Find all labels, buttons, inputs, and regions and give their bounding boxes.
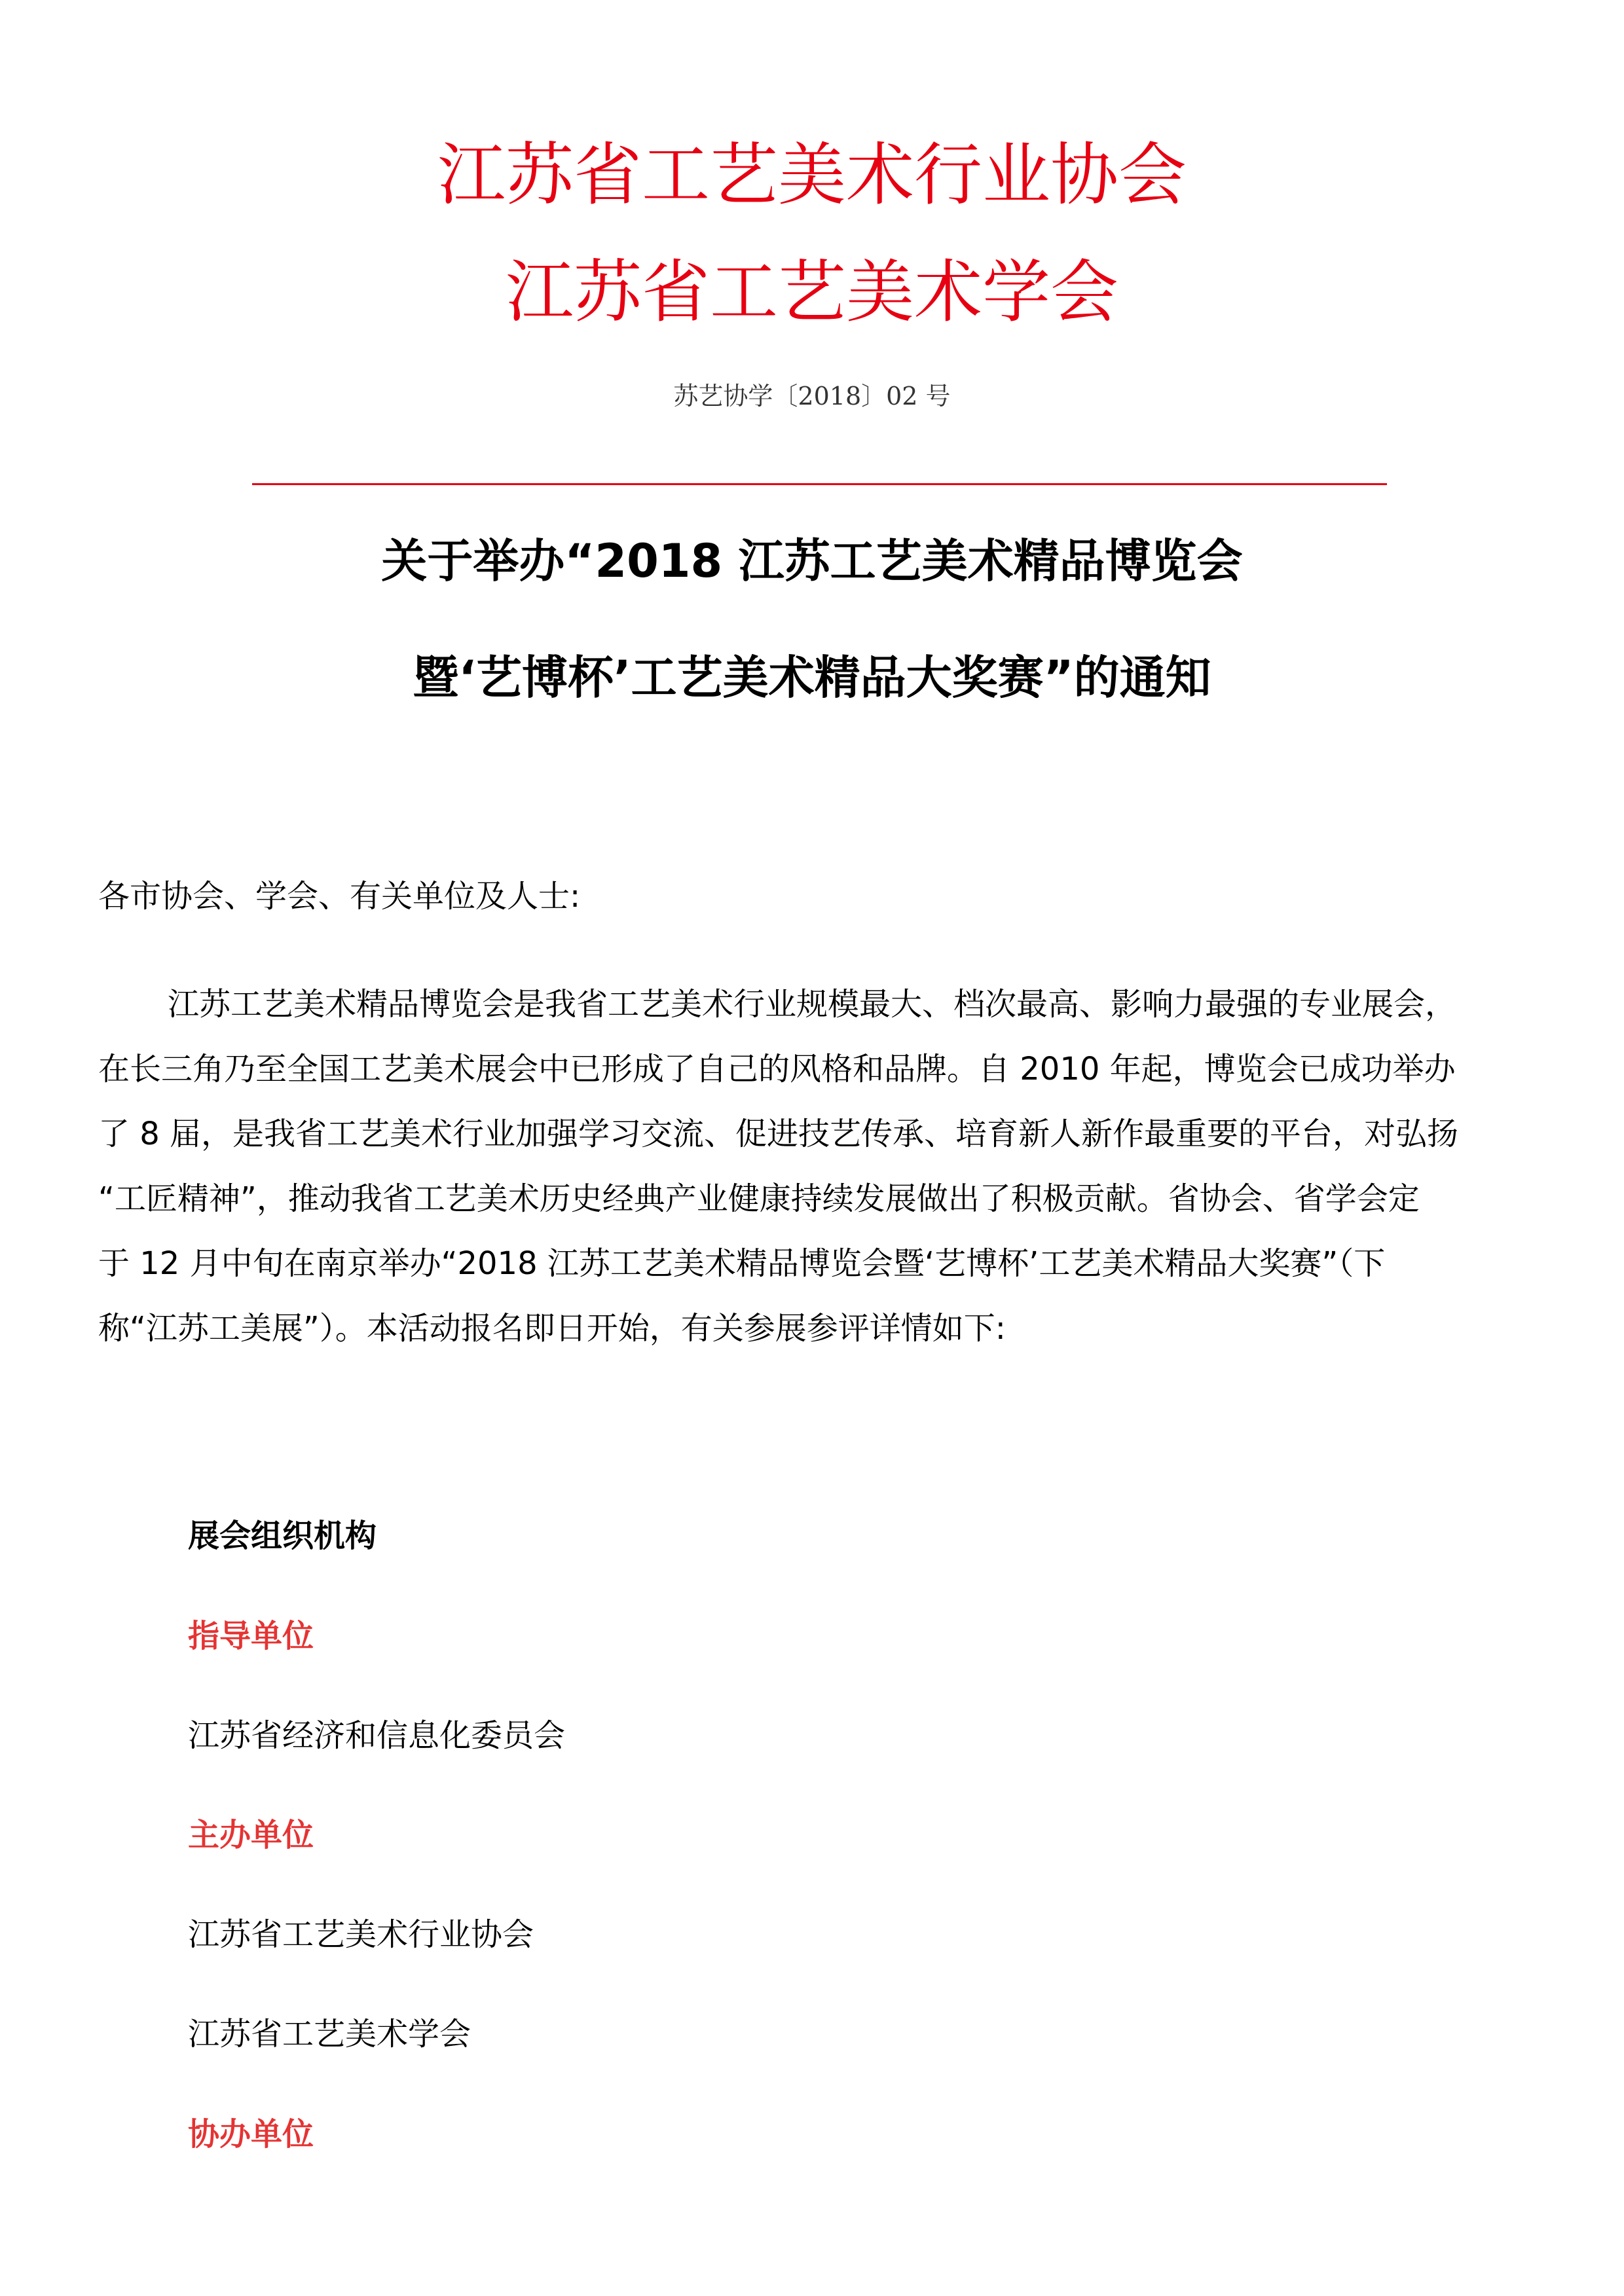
intro-paragraph — [98, 972, 1526, 1361]
host-unit-name: 江苏省工艺美术学会 — [188, 2016, 471, 2052]
notice-title-line-2: 暨‘艺博杯’工艺美术精品大奖赛”的通知 — [413, 651, 1211, 704]
red-divider — [252, 483, 1387, 485]
paragraph-line: 江苏工艺美术精品博览会是我省工艺美术行业规模最大、档次最高、影响力最强的专业展会， — [168, 986, 1457, 1023]
paragraph-line: 称“江苏工美展”）。本活动报名即日开始，有关参展参评详情如下: — [98, 1310, 1006, 1347]
paragraph-line: 了 8 届，是我省工艺美术行业加强学习交流、促进技艺传承、培育新人新作最重要的平台，对弘扬 — [98, 1116, 1459, 1152]
paragraph-line: 在长三角乃至全国工艺美术展会中已形成了自己的风格和品牌。自 2010 年起，博览会已成功举办 — [98, 1051, 1456, 1087]
document-number: 苏艺协学〔2018〕02 号 — [673, 382, 951, 410]
host-unit-name: 江苏省工艺美术行业协会 — [188, 1916, 534, 1953]
guiding-unit-name: 江苏省经济和信息化委员会 — [188, 1717, 566, 1754]
host-unit-label: 主办单位 — [188, 1817, 314, 1853]
paragraph-line: 于 12 月中旬在南京举办“2018 江苏工艺美术精品博览会暨‘艺博杯’工艺美术精品大奖赛”（下 — [98, 1245, 1386, 1282]
organization-heading: 展会组织机构 — [188, 1518, 377, 1554]
notice-title-line-1: 关于举办“2018 江苏工艺美术精品博览会 — [381, 534, 1243, 588]
org-title-association: 江苏省工艺美术行业协会 — [437, 135, 1187, 215]
paragraph-line: “工匠精神”，推动我省工艺美术历史经典产业健康持续发展做出了积极贡献。省协会、省学会定 — [98, 1180, 1420, 1217]
salutation: 各市协会、学会、有关单位及人士: — [98, 878, 581, 915]
co-organizer-label: 协办单位 — [188, 2116, 314, 2153]
org-title-society: 江苏省工艺美术学会 — [505, 252, 1118, 332]
guiding-unit-label: 指导单位 — [188, 1618, 314, 1654]
